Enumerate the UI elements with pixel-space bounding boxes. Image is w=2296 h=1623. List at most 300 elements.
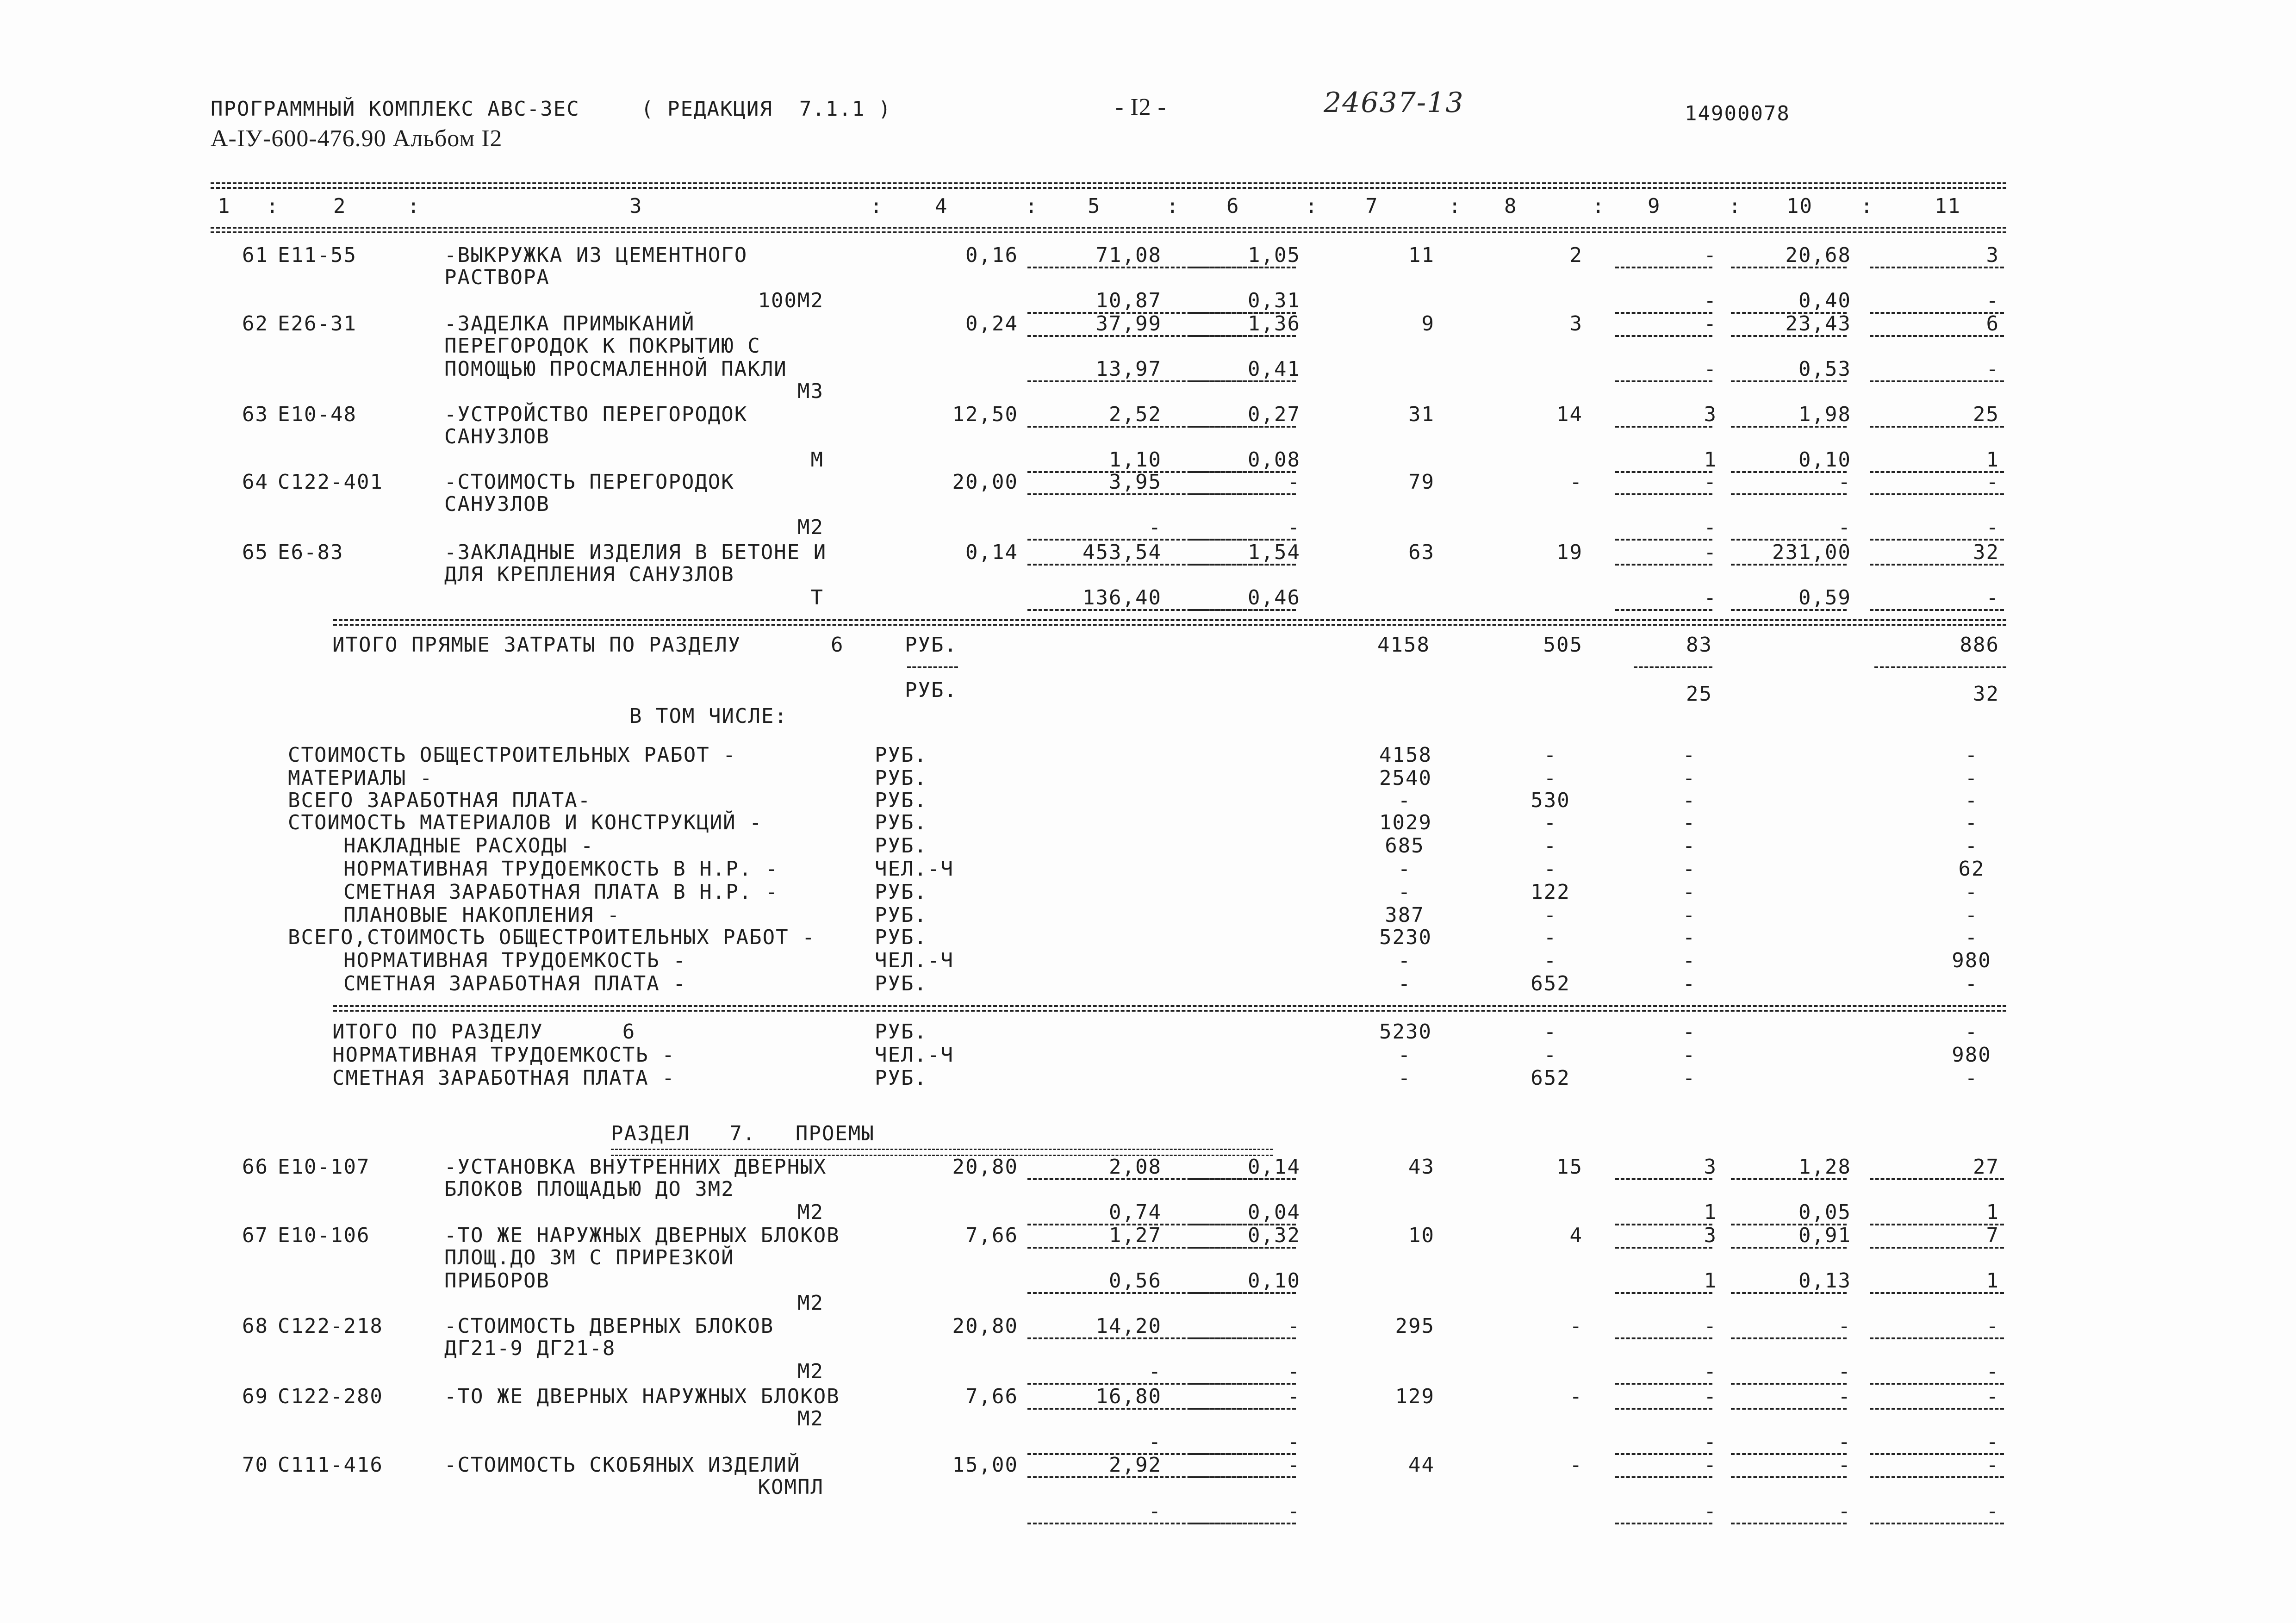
- breakdown-unit: РУБ.: [875, 972, 927, 995]
- breakdown-c11: -: [1965, 811, 1979, 834]
- breakdown-unit: РУБ.: [875, 766, 927, 790]
- value-underline: [1189, 539, 1296, 541]
- cell-c4: 0,14: [965, 541, 1018, 564]
- value-underline: [1870, 1476, 2004, 1478]
- value-underline: [1615, 1453, 1712, 1455]
- cell7-c2: С122-280: [278, 1385, 383, 1408]
- cell7-c11: -: [1986, 1453, 1999, 1477]
- value-underline: [1189, 1224, 1296, 1225]
- c9-underline: [1634, 666, 1712, 668]
- value-underline: [1615, 1247, 1712, 1249]
- cell7-c11: 1: [1986, 1200, 1999, 1224]
- cell7-c1: 69: [242, 1385, 268, 1408]
- section6-total-c11: 886: [1960, 633, 1999, 657]
- cell7-c2: Е10-106: [278, 1224, 370, 1247]
- total-label: НОРМАТИВНАЯ ТРУДОЕМКОСТЬ -: [332, 1043, 675, 1067]
- value-underline: [1870, 1383, 2004, 1385]
- cell7-c2: С111-416: [278, 1453, 383, 1477]
- breakdown-c11: -: [1965, 834, 1979, 858]
- cell-c11: -: [1986, 357, 1999, 381]
- section6-total-unit: РУБ.: [905, 633, 958, 657]
- cell-c2: Е10-48: [278, 403, 357, 426]
- breakdown-separator: [333, 1005, 2006, 1007]
- column-separator: :: [407, 194, 421, 218]
- breakdown-c8: -: [1543, 926, 1557, 949]
- cell7-c6: -: [1287, 1453, 1300, 1477]
- breakdown-c7: 4158: [1379, 743, 1432, 767]
- cell7-c7: 129: [1395, 1385, 1435, 1408]
- handwritten-number: 24637-13: [1324, 87, 1464, 119]
- cell-c5: 3,95: [1109, 470, 1162, 494]
- value-underline: [1189, 312, 1296, 314]
- value-underline: [1870, 564, 2004, 566]
- total-c8: -: [1543, 1020, 1557, 1044]
- breakdown-label: ВСЕГО ЗАРАБОТНАЯ ПЛАТА-: [288, 789, 591, 812]
- cell-c5: 1,10: [1109, 448, 1162, 472]
- breakdown-c8: 652: [1531, 972, 1570, 995]
- cell7-c9: 3: [1704, 1224, 1717, 1247]
- breakdown-c11: -: [1965, 766, 1979, 790]
- value-underline: [1870, 335, 2004, 337]
- cell7-c6: -: [1287, 1385, 1300, 1408]
- total-unit: РУБ.: [875, 1066, 927, 1090]
- value-underline: [1731, 1247, 1847, 1249]
- breakdown-unit: РУБ.: [875, 811, 927, 834]
- breakdown-c8: -: [1543, 857, 1557, 881]
- cell-c11: 6: [1986, 312, 1999, 336]
- cell-c9: -: [1704, 312, 1717, 336]
- cell7-c3: ДГ21-9 ДГ21-8: [444, 1337, 616, 1360]
- value-underline: [1615, 1383, 1712, 1385]
- value-underline: [1615, 1476, 1712, 1478]
- cell7-c1: 66: [242, 1155, 268, 1179]
- cell7-c3: -УСТАНОВКА ВНУТРЕННИХ ДВЕРНЫХ: [444, 1155, 827, 1179]
- breakdown-c11: -: [1965, 972, 1979, 995]
- value-underline: [1731, 1178, 1847, 1180]
- cell7-c6: 0,10: [1248, 1269, 1300, 1293]
- breakdown-c8: 122: [1531, 880, 1570, 904]
- column-separator: :: [1305, 194, 1319, 218]
- cell-c3u: Т: [810, 586, 824, 609]
- cell-c9: -: [1704, 243, 1717, 267]
- value-underline: [1870, 471, 2004, 473]
- value-underline: [1615, 267, 1712, 268]
- cell-c2: С122-401: [278, 470, 383, 494]
- cell-c7: 11: [1408, 243, 1435, 267]
- breakdown-unit: РУБ.: [875, 789, 927, 812]
- cell-c8: 19: [1556, 541, 1583, 564]
- column-header-2: 2: [333, 194, 347, 218]
- breakdown-label: СМЕТНАЯ ЗАРАБОТНАЯ ПЛАТА В Н.Р. -: [343, 880, 779, 904]
- value-underline: [1189, 564, 1296, 566]
- value-underline: [1731, 1408, 1847, 1410]
- total-c8: 652: [1531, 1066, 1570, 1090]
- cell7-c6: 0,04: [1248, 1200, 1300, 1224]
- cell-c4: 12,50: [952, 403, 1018, 426]
- value-underline: [1615, 539, 1712, 541]
- cell7-c11: 1: [1986, 1269, 1999, 1293]
- cell7-c11: -: [1986, 1430, 1999, 1454]
- breakdown-label: СМЕТНАЯ ЗАРАБОТНАЯ ПЛАТА -: [343, 972, 686, 995]
- breakdown-c9: -: [1682, 903, 1696, 927]
- cell7-c10: 0,91: [1798, 1224, 1851, 1247]
- cell7-c10: -: [1838, 1385, 1851, 1408]
- cell-c5: 2,52: [1109, 403, 1162, 426]
- cell7-c5: 0,56: [1109, 1269, 1162, 1293]
- total-label: СМЕТНАЯ ЗАРАБОТНАЯ ПЛАТА -: [332, 1066, 675, 1090]
- cell-c3: -ВЫКРУЖКА ИЗ ЦЕМЕНТНОГО: [444, 243, 748, 267]
- cell-c5: 71,08: [1095, 243, 1162, 267]
- value-underline: [1731, 1453, 1847, 1455]
- column-header-10: 10: [1786, 194, 1813, 218]
- value-underline: [1615, 1337, 1712, 1339]
- value-underline: [1731, 1383, 1847, 1385]
- cell7-c9: -: [1704, 1314, 1717, 1338]
- cell-c4: 20,00: [952, 470, 1018, 494]
- breakdown-unit: РУБ.: [875, 743, 927, 767]
- breakdown-c11: 980: [1952, 949, 1991, 972]
- cell-c5: 13,97: [1095, 357, 1162, 381]
- value-underline: [1870, 493, 2004, 495]
- cell7-c8: -: [1569, 1385, 1583, 1408]
- value-underline: [1615, 1178, 1712, 1180]
- value-underline: [1189, 1337, 1296, 1339]
- breakdown-unit: ЧЕЛ.-Ч: [875, 857, 954, 881]
- value-underline: [1731, 1337, 1847, 1339]
- cell-c6: 1,05: [1248, 243, 1300, 267]
- value-underline: [1870, 1453, 2004, 1455]
- cell-c11: 3: [1986, 243, 1999, 267]
- cell7-c11: 27: [1973, 1155, 1999, 1179]
- value-underline: [1615, 493, 1712, 495]
- cell-c9: -: [1704, 541, 1717, 564]
- cell7-c8: -: [1569, 1314, 1583, 1338]
- cell7-c10: 1,28: [1798, 1155, 1851, 1179]
- cell7-c10: 0,05: [1798, 1200, 1851, 1224]
- column-header-rule-2: [211, 231, 2006, 233]
- cell-c10: 231,00: [1772, 541, 1851, 564]
- cell-c1: 63: [242, 403, 268, 426]
- breakdown-c11: -: [1965, 903, 1979, 927]
- value-underline: [1189, 335, 1296, 337]
- cell-c6: 0,08: [1248, 448, 1300, 472]
- cell-c3: -ЗАКЛАДНЫЕ ИЗДЕЛИЯ В БЕТОНЕ И: [444, 541, 827, 564]
- breakdown-c9: -: [1682, 949, 1696, 972]
- cell7-c6: -: [1287, 1314, 1300, 1338]
- cell-c6: 0,31: [1248, 289, 1300, 312]
- breakdown-c9: -: [1682, 834, 1696, 858]
- cell-c3: САНУЗЛОВ: [444, 492, 550, 516]
- column-separator: :: [1860, 194, 1874, 218]
- cell7-c9: -: [1704, 1360, 1717, 1383]
- breakdown-label: СТОИМОСТЬ МАТЕРИАЛОВ И КОНСТРУКЦИЙ -: [288, 811, 763, 834]
- cell-c10: 0,59: [1798, 586, 1851, 609]
- cell7-c5: 2,08: [1109, 1155, 1162, 1179]
- breakdown-c7: -: [1398, 857, 1412, 881]
- cell7-c5: -: [1148, 1430, 1162, 1454]
- cell7-c5: 2,92: [1109, 1453, 1162, 1477]
- cell7-c3: -ТО ЖЕ ДВЕРНЫХ НАРУЖНЫХ БЛОКОВ: [444, 1385, 840, 1408]
- breakdown-c11: -: [1965, 880, 1979, 904]
- cell7-c4: 7,66: [965, 1224, 1018, 1247]
- column-separator: :: [1449, 194, 1462, 218]
- total-c9: -: [1682, 1066, 1696, 1090]
- value-underline: [1731, 312, 1847, 314]
- cell7-c1: 68: [242, 1314, 268, 1338]
- value-underline: [1189, 1408, 1296, 1410]
- cell7-c8: 15: [1556, 1155, 1583, 1179]
- cell-c4: 0,16: [965, 243, 1018, 267]
- cell7-c6: -: [1287, 1360, 1300, 1383]
- cell-c2: Е11-55: [278, 243, 357, 267]
- column-separator: :: [1729, 194, 1742, 218]
- total-c7: -: [1398, 1043, 1412, 1067]
- cell-c6: 1,54: [1248, 541, 1300, 564]
- cell-c8: 3: [1569, 312, 1583, 336]
- breakdown-c8: -: [1543, 743, 1557, 767]
- section6-total-c9b: 25: [1686, 682, 1712, 706]
- cell-c6: -: [1287, 516, 1300, 539]
- cell7-c4: 20,80: [952, 1314, 1018, 1338]
- section6-total-c11b: 32: [1973, 682, 1999, 706]
- breakdown-unit: ЧЕЛ.-Ч: [875, 949, 954, 972]
- breakdown-unit: РУБ.: [875, 926, 927, 949]
- cell-c1: 62: [242, 312, 268, 336]
- cell-c3u: М: [810, 448, 824, 472]
- section6-separator: [333, 619, 2006, 621]
- cell7-c5: 14,20: [1095, 1314, 1162, 1338]
- value-underline: [1731, 335, 1847, 337]
- cell7-c3: -СТОИМОСТЬ ДВЕРНЫХ БЛОКОВ: [444, 1314, 774, 1338]
- cell7-c7: 295: [1395, 1314, 1435, 1338]
- breakdown-unit: РУБ.: [875, 903, 927, 927]
- total-c7: -: [1398, 1066, 1412, 1090]
- breakdown-separator-2: [333, 1010, 2006, 1012]
- cell-c2: Е6-83: [278, 541, 344, 564]
- breakdown-c8: 530: [1531, 789, 1570, 812]
- cell-c9: -: [1704, 470, 1717, 494]
- cell7-c10: 0,13: [1798, 1269, 1851, 1293]
- column-separator: :: [1592, 194, 1605, 218]
- cell-c11: -: [1986, 470, 1999, 494]
- breakdown-label: НАКЛАДНЫЕ РАСХОДЫ -: [343, 834, 594, 858]
- breakdown-c9: -: [1682, 743, 1696, 767]
- cell7-c3u: М2: [797, 1200, 824, 1224]
- cell-c10: 20,68: [1785, 243, 1851, 267]
- section6-total-label: ИТОГО ПРЯМЫЕ ЗАТРАТЫ ПО РАЗДЕЛУ: [332, 633, 741, 657]
- cell-c3u: М2: [797, 516, 824, 539]
- column-separator: :: [1166, 194, 1180, 218]
- cell7-c9: 1: [1704, 1269, 1717, 1293]
- value-underline: [1615, 1408, 1712, 1410]
- value-underline: [1189, 1523, 1296, 1524]
- section6-separator-2: [333, 624, 2006, 626]
- value-underline: [1870, 1523, 2004, 1524]
- total-c11: -: [1965, 1020, 1979, 1044]
- cell-c10: 0,10: [1798, 448, 1851, 472]
- page-number: - I2 -: [1115, 94, 1166, 120]
- cell7-c3: ПРИБОРОВ: [444, 1269, 550, 1293]
- cell-c3: -ЗАДЕЛКА ПРИМЫКАНИЙ: [444, 312, 695, 336]
- cell-c8: -: [1569, 470, 1583, 494]
- breakdown-c7: -: [1398, 949, 1412, 972]
- cell-c8: 2: [1569, 243, 1583, 267]
- column-header-7: 7: [1365, 194, 1379, 218]
- cell-c9: -: [1704, 516, 1717, 539]
- column-header-5: 5: [1088, 194, 1101, 218]
- cell7-c1: 67: [242, 1224, 268, 1247]
- cell-c1: 64: [242, 470, 268, 494]
- cell7-c6: 0,32: [1248, 1224, 1300, 1247]
- cell-c3u: М3: [797, 379, 824, 403]
- section7-title: РАЗДЕЛ 7. ПРОЕМЫ: [611, 1122, 875, 1145]
- cell7-c11: -: [1986, 1499, 1999, 1523]
- cell-c3: -СТОИМОСТЬ ПЕРЕГОРОДОК: [444, 470, 734, 494]
- breakdown-c8: -: [1543, 811, 1557, 834]
- cell-c6: 0,41: [1248, 357, 1300, 381]
- cell-c10: 23,43: [1785, 312, 1851, 336]
- cell7-c4: 15,00: [952, 1453, 1018, 1477]
- cell-c10: -: [1838, 470, 1851, 494]
- cell7-c9: -: [1704, 1453, 1717, 1477]
- value-underline: [1189, 267, 1296, 268]
- cell-c11: 25: [1973, 403, 1999, 426]
- cell-c11: -: [1986, 586, 1999, 609]
- breakdown-c9: -: [1682, 789, 1696, 812]
- value-underline: [1731, 1292, 1847, 1294]
- breakdown-label: ПЛАНОВЫЕ НАКОПЛЕНИЯ -: [343, 903, 621, 927]
- value-underline: [1189, 380, 1296, 382]
- section6-total-unit2: РУБ.: [905, 678, 958, 702]
- cell7-c6: -: [1287, 1430, 1300, 1454]
- cell-c9: -: [1704, 289, 1717, 312]
- value-underline: [1731, 426, 1847, 428]
- cell7-c2: Е10-107: [278, 1155, 370, 1179]
- value-underline: [1615, 426, 1712, 428]
- cell7-c11: 7: [1986, 1224, 1999, 1247]
- breakdown-label: СТОИМОСТЬ ОБЩЕСТРОИТЕЛЬНЫХ РАБОТ -: [288, 743, 736, 767]
- cell7-c3: ПЛОЩ.ДО 3М С ПРИРЕЗКОЙ: [444, 1246, 734, 1269]
- total-label: ИТОГО ПО РАЗДЕЛУ 6: [332, 1020, 636, 1044]
- cell7-c2: С122-218: [278, 1314, 383, 1338]
- breakdown-c11: 62: [1958, 857, 1985, 881]
- column-separator: :: [266, 194, 280, 218]
- breakdown-c7: -: [1398, 880, 1412, 904]
- value-underline: [1870, 609, 2004, 611]
- total-c11: 980: [1952, 1043, 1991, 1067]
- breakdown-label: ВСЕГО,СТОИМОСТЬ ОБЩЕСТРОИТЕЛЬНЫХ РАБОТ -: [288, 926, 815, 949]
- cell-c2: Е26-31: [278, 312, 357, 336]
- value-underline: [1189, 1453, 1296, 1455]
- value-underline: [1731, 1476, 1847, 1478]
- cell7-c4: 20,80: [952, 1155, 1018, 1179]
- cell-c4: 0,24: [965, 312, 1018, 336]
- column-header-1: 1: [218, 194, 231, 218]
- value-underline: [1870, 380, 2004, 382]
- cell7-c10: -: [1838, 1314, 1851, 1338]
- value-underline: [1189, 1476, 1296, 1478]
- value-underline: [1731, 564, 1847, 566]
- value-underline: [1731, 471, 1847, 473]
- cell7-c5: 1,27: [1109, 1224, 1162, 1247]
- total-c11: -: [1965, 1066, 1979, 1090]
- value-underline: [1870, 1292, 2004, 1294]
- breakdown-c8: -: [1543, 834, 1557, 858]
- cell7-c8: -: [1569, 1453, 1583, 1477]
- table-top-rule-2: [211, 187, 2006, 189]
- cell7-c5: -: [1148, 1360, 1162, 1383]
- c11-underline: [1874, 666, 2006, 668]
- value-underline: [1189, 426, 1296, 428]
- cell7-c6: -: [1287, 1499, 1300, 1523]
- cell-c5: 136,40: [1083, 586, 1162, 609]
- program-title: ПРОГРАММНЫЙ КОМПЛЕКС АВС-ЗЕС: [211, 97, 580, 121]
- value-underline: [1870, 1247, 2004, 1249]
- cell7-c7: 43: [1408, 1155, 1435, 1179]
- value-underline: [1615, 380, 1712, 382]
- column-header-4: 4: [935, 194, 948, 218]
- unit-underline: [907, 666, 958, 668]
- cell-c9: 1: [1704, 448, 1717, 472]
- cell-c3: РАСТВОРА: [444, 266, 550, 289]
- breakdown-c7: 387: [1385, 903, 1425, 927]
- value-underline: [1615, 471, 1712, 473]
- cell7-c5: 0,74: [1109, 1200, 1162, 1224]
- breakdown-c9: -: [1682, 766, 1696, 790]
- breakdown-unit: РУБ.: [875, 834, 927, 858]
- breakdown-c7: 1029: [1379, 811, 1432, 834]
- value-underline: [1731, 1523, 1847, 1524]
- column-header-11: 11: [1935, 194, 1961, 218]
- breakdown-c8: -: [1543, 766, 1557, 790]
- cell7-c8: 4: [1569, 1224, 1583, 1247]
- cell-c3: ПОМОЩЬЮ ПРОСМАЛЕННОЙ ПАКЛИ: [444, 357, 787, 381]
- total-c9: -: [1682, 1043, 1696, 1067]
- value-underline: [1189, 493, 1296, 495]
- cell-c6: -: [1287, 470, 1300, 494]
- cell-c5: 10,87: [1095, 289, 1162, 312]
- value-underline: [1731, 380, 1847, 382]
- cell7-c5: -: [1148, 1499, 1162, 1523]
- value-underline: [1189, 609, 1296, 611]
- cell-c5: -: [1148, 516, 1162, 539]
- breakdown-c9: -: [1682, 857, 1696, 881]
- value-underline: [1615, 609, 1712, 611]
- edition-label: ( РЕДАКЦИЯ 7.1.1 ): [641, 97, 892, 121]
- value-underline: [1870, 539, 2004, 541]
- cell-c10: 0,40: [1798, 289, 1851, 312]
- cell7-c9: -: [1704, 1499, 1717, 1523]
- in-that-heading: В ТОМ ЧИСЛЕ:: [629, 704, 788, 728]
- breakdown-c9: -: [1682, 811, 1696, 834]
- breakdown-label: НОРМАТИВНАЯ ТРУДОЕМКОСТЬ -: [343, 949, 686, 972]
- breakdown-c7: 685: [1385, 834, 1425, 858]
- cell-c7: 63: [1408, 541, 1435, 564]
- cell7-c3: -СТОИМОСТЬ СКОБЯНЫХ ИЗДЕЛИЙ: [444, 1453, 801, 1477]
- cell7-c3: БЛОКОВ ПЛОЩАДЬЮ ДО 3М2: [444, 1177, 734, 1201]
- cell7-c10: -: [1838, 1360, 1851, 1383]
- column-header-3: 3: [629, 194, 643, 218]
- cell-c7: 79: [1408, 470, 1435, 494]
- breakdown-c9: -: [1682, 880, 1696, 904]
- total-unit: ЧЕЛ.-Ч: [875, 1043, 954, 1067]
- cell7-c6: 0,14: [1248, 1155, 1300, 1179]
- table-top-rule: [211, 182, 2006, 184]
- cell-c7: 9: [1421, 312, 1435, 336]
- column-header-8: 8: [1504, 194, 1518, 218]
- value-underline: [1615, 1523, 1712, 1524]
- cell-c9: 3: [1704, 403, 1717, 426]
